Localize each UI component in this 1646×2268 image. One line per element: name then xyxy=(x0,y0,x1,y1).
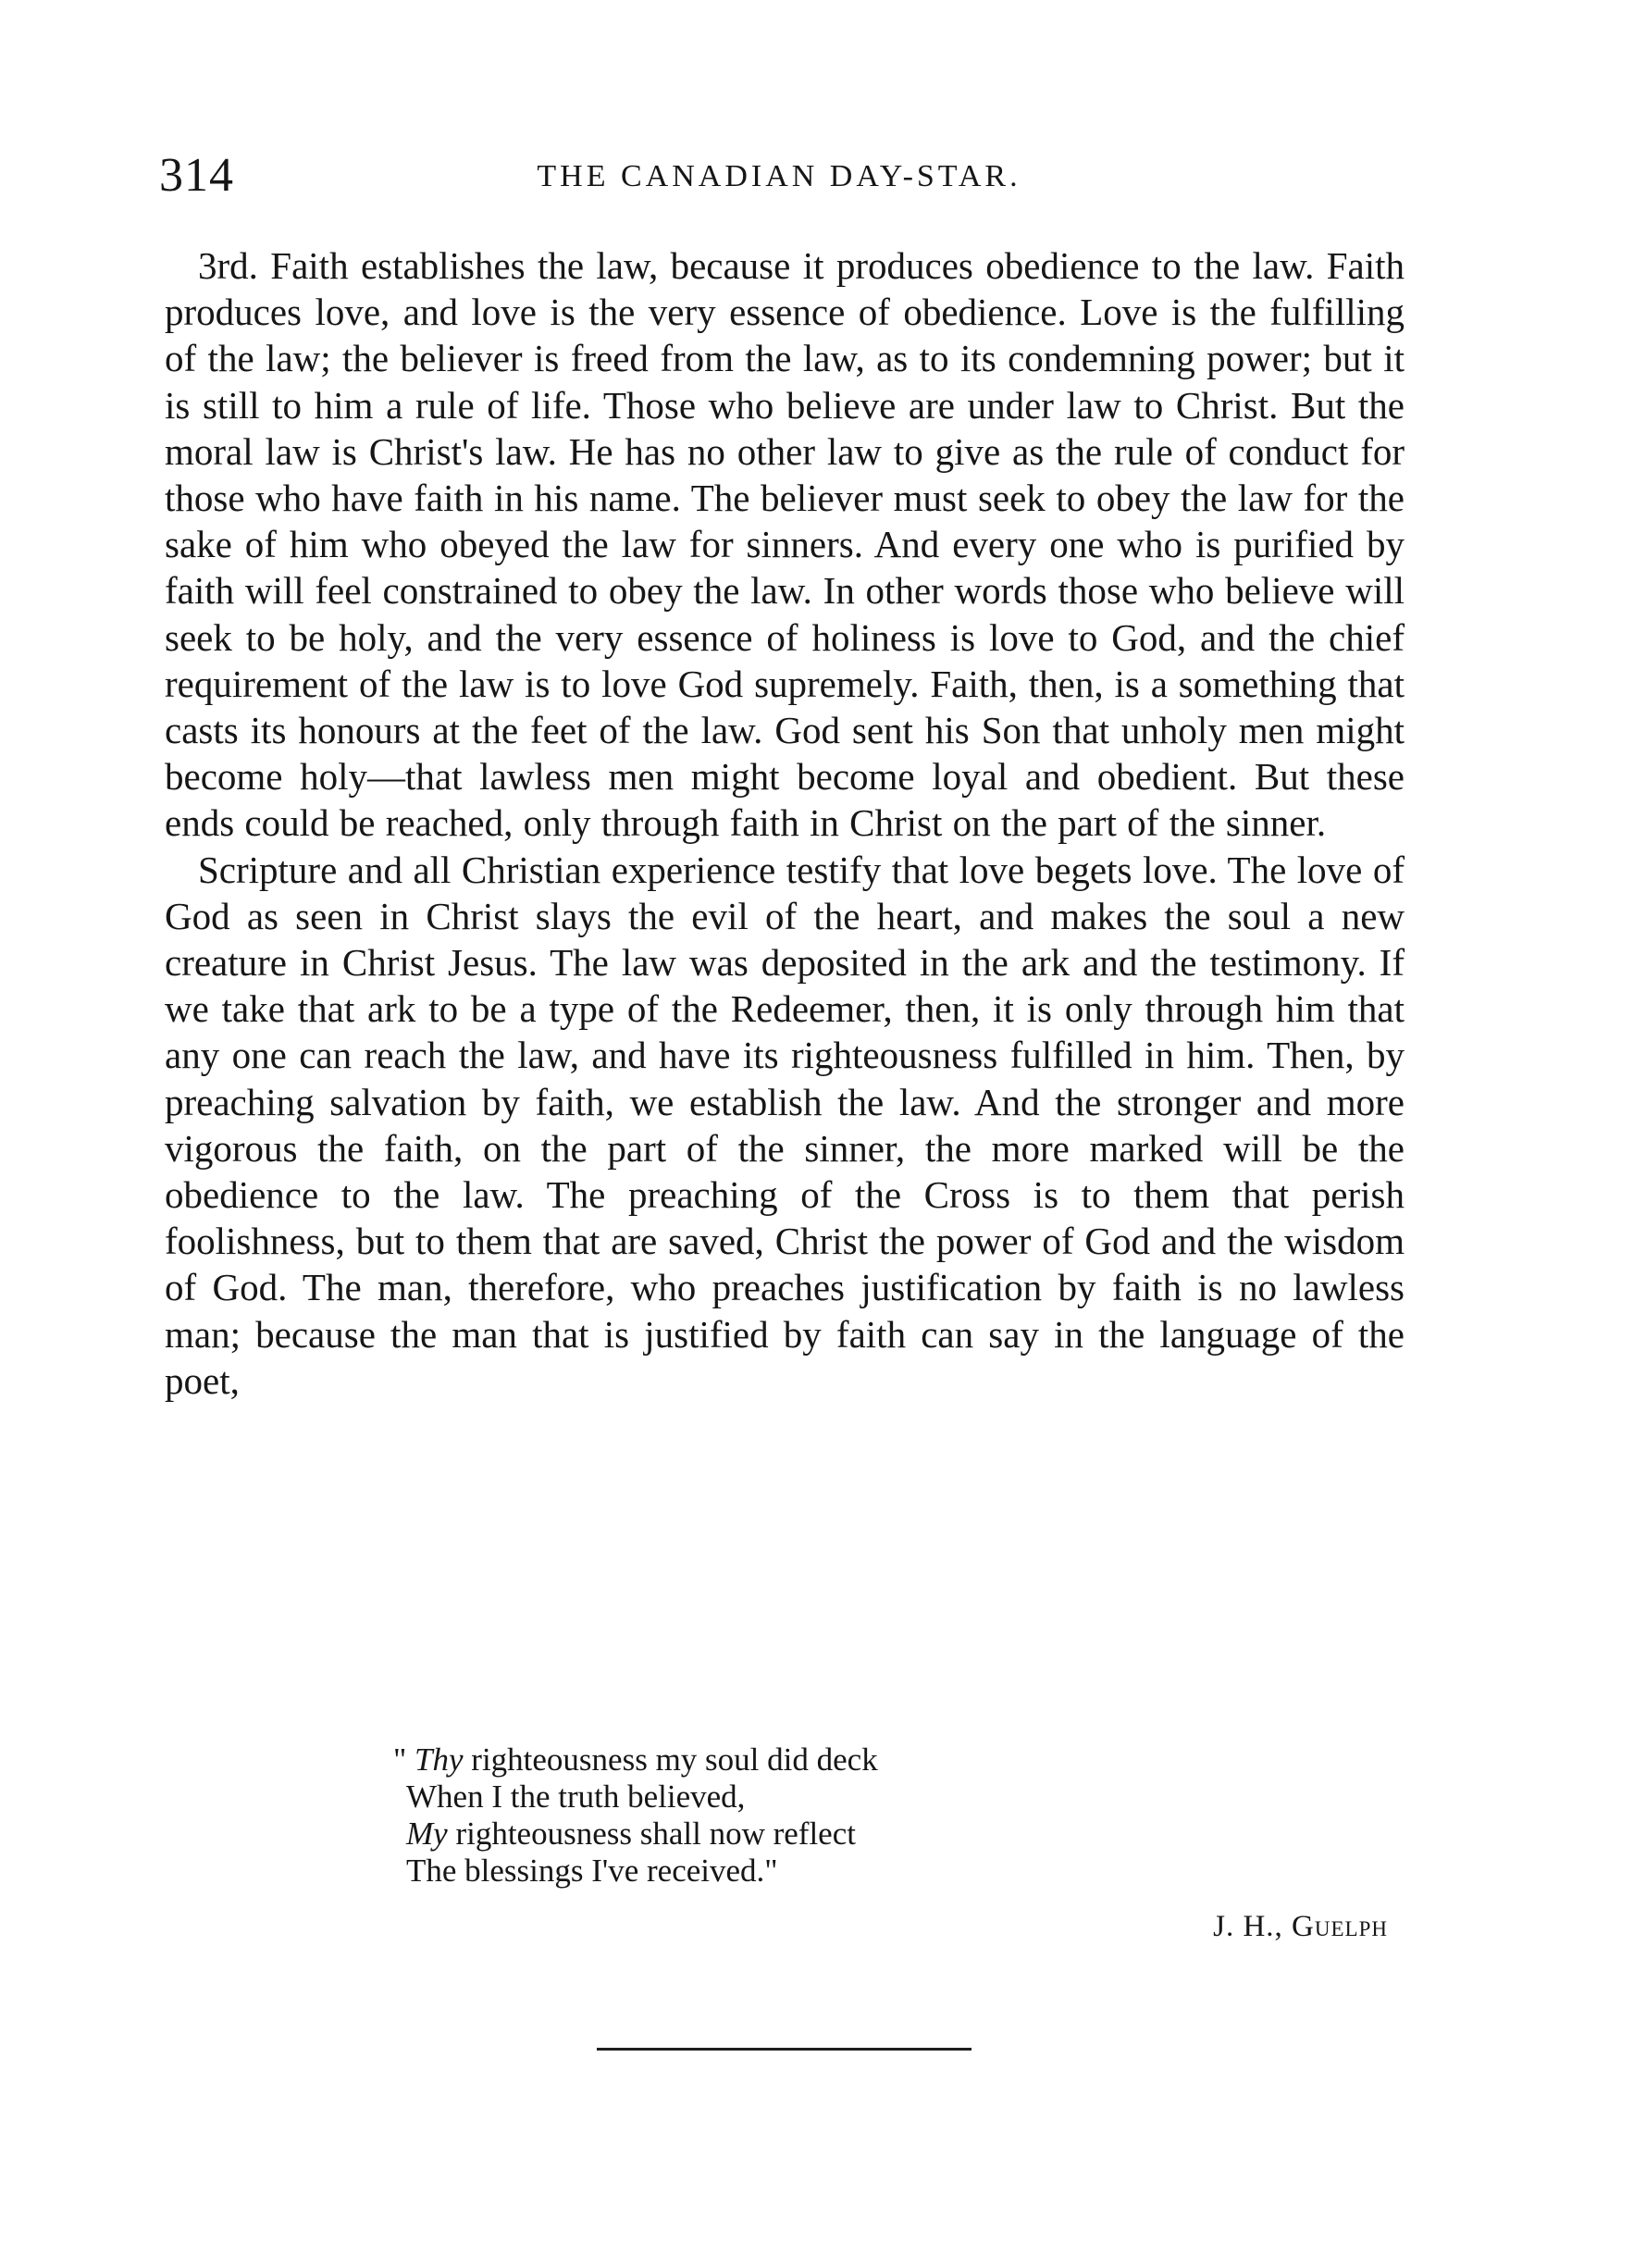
article-body xyxy=(165,242,1405,1404)
paragraph-love-begets-love: Scripture and all Christian experience testify that love begets love. The love of God as seen in Christ slays the evil of the heart, and makes the soul a new creature in Christ Jesus. The law was deposited in the ark and the testimony. If we take that ark to be a type of the Redeemer, then, it is only through him that any one can reach the law, and have its righteousness fulfilled in him. Then, by preaching salvation by faith, we establish the law. And the stronger and more vigorous the faith, on the part of the sinner, the more marked will be the obedience to the law. The preaching of the Cross is to them that perish foolishness, but to them that are saved, Christ the power of God and the wisdom of God. The man, therefore, who preaches justification by faith is no lawless man; because the man that is justified by faith can say in the language of the poet, xyxy=(165,848,1405,1402)
poem-line-4: The blessings I've received." xyxy=(406,1853,778,1889)
running-title: THE CANADIAN DAY-STAR. xyxy=(537,159,1021,193)
poem-line-1-text: righteousness my soul did deck xyxy=(463,1741,878,1778)
poem-line-1 xyxy=(393,1741,1096,1778)
paragraph-faith-establishes-law: 3rd. Faith establishes the law, because it produces obedience to the law. Faith produces love, and love is the very essence of obedience. Love is the fulfilling of the law; the believer is freed from the law, as to its condemning power; but it is still to him a rule of life. Those who believe are under law to Christ. But the moral law is Christ's law. He has no other law to give as the rule of conduct for those who have faith in his name. The believer must seek to obey the law for the sake of him who obeyed the law for sinners. And every one who is purified by faith will feel constrained to obey the law. In other words those who believe will seek to be holy, and the very essence of holiness is love to God, and the chief requirement of the law is to love God supremely. Faith, then, is a something that casts its honours at the feet of the law. God sent his Son that unholy men might become holy—that lawless men might become loyal and obedient. But these ends could be reached, only through faith in Christ on the part of the sinner. xyxy=(165,244,1405,845)
poem-line-3 xyxy=(393,1816,1096,1853)
section-divider-rule xyxy=(597,2048,972,2051)
poem-open-quote: " xyxy=(393,1741,415,1778)
poem-emphasis-thy: Thy xyxy=(415,1741,464,1778)
poem-quotation xyxy=(393,1741,1096,1890)
page-number: 314 xyxy=(159,149,234,202)
author-signature: J. H., Guelph xyxy=(1213,1910,1388,1943)
poem-line-2: When I the truth believed, xyxy=(406,1778,746,1815)
page-header xyxy=(159,148,1399,213)
poem-emphasis-my: My xyxy=(406,1816,448,1852)
poem-line-3-text: righteousness shall now reflect xyxy=(447,1816,856,1852)
